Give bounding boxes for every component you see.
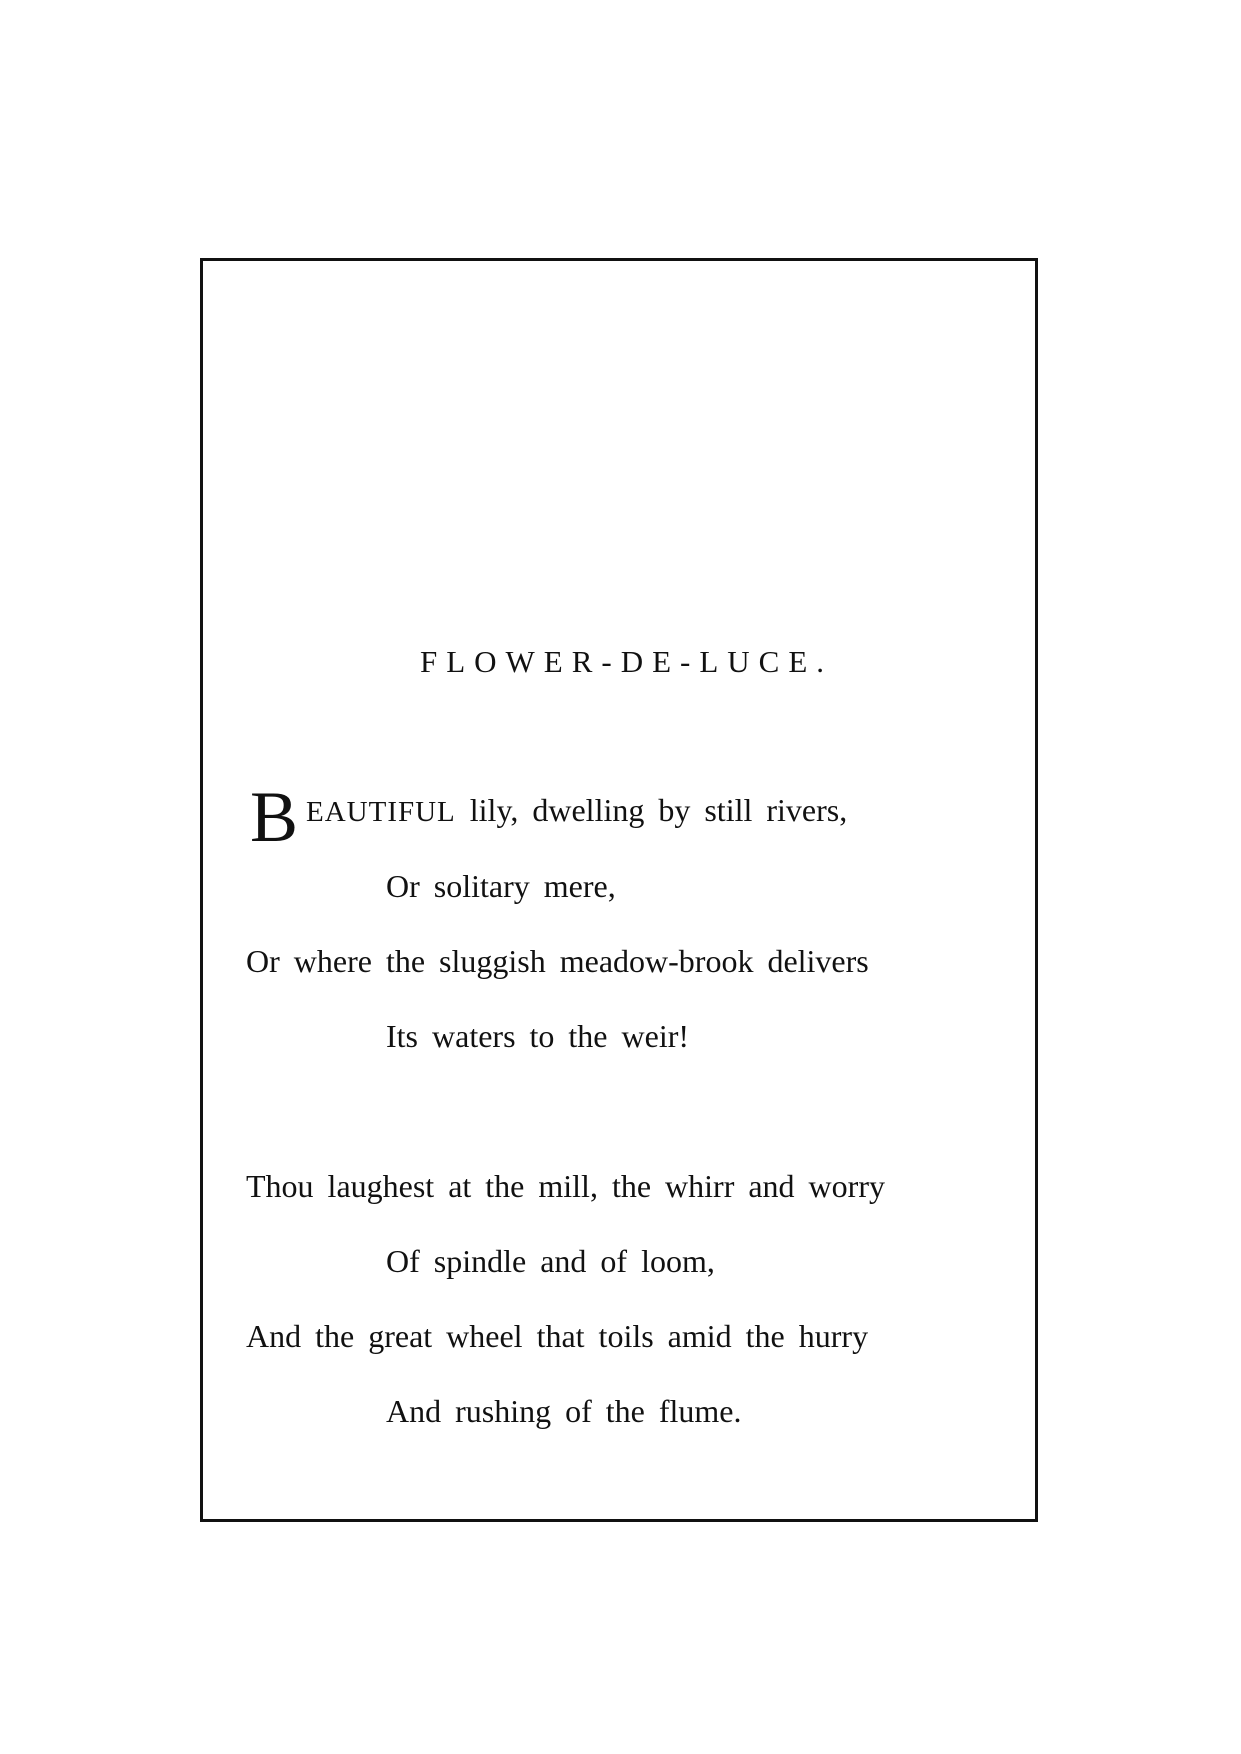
poem-line: Or solitary mere, xyxy=(386,868,616,904)
poem-line-rest: lily, dwelling by still rivers, xyxy=(455,792,848,828)
poem-line xyxy=(306,790,847,832)
poem-line: Its waters to the weir! xyxy=(386,1018,690,1054)
poem-line: And rushing of the flume. xyxy=(386,1393,742,1429)
poem-line: Of spindle and of loom, xyxy=(386,1243,715,1279)
poem-line-lead: EAUTIFUL xyxy=(306,796,456,828)
poem-title: FLOWER-DE-LUCE. xyxy=(419,644,834,679)
drop-cap: B xyxy=(250,777,299,857)
poem-line: Thou laughest at the mill, the whirr and worry xyxy=(246,1168,885,1204)
poem-line: Or where the sluggish meadow-brook delivers xyxy=(246,943,869,979)
poem-line: And the great wheel that toils amid the hurry xyxy=(246,1318,869,1354)
